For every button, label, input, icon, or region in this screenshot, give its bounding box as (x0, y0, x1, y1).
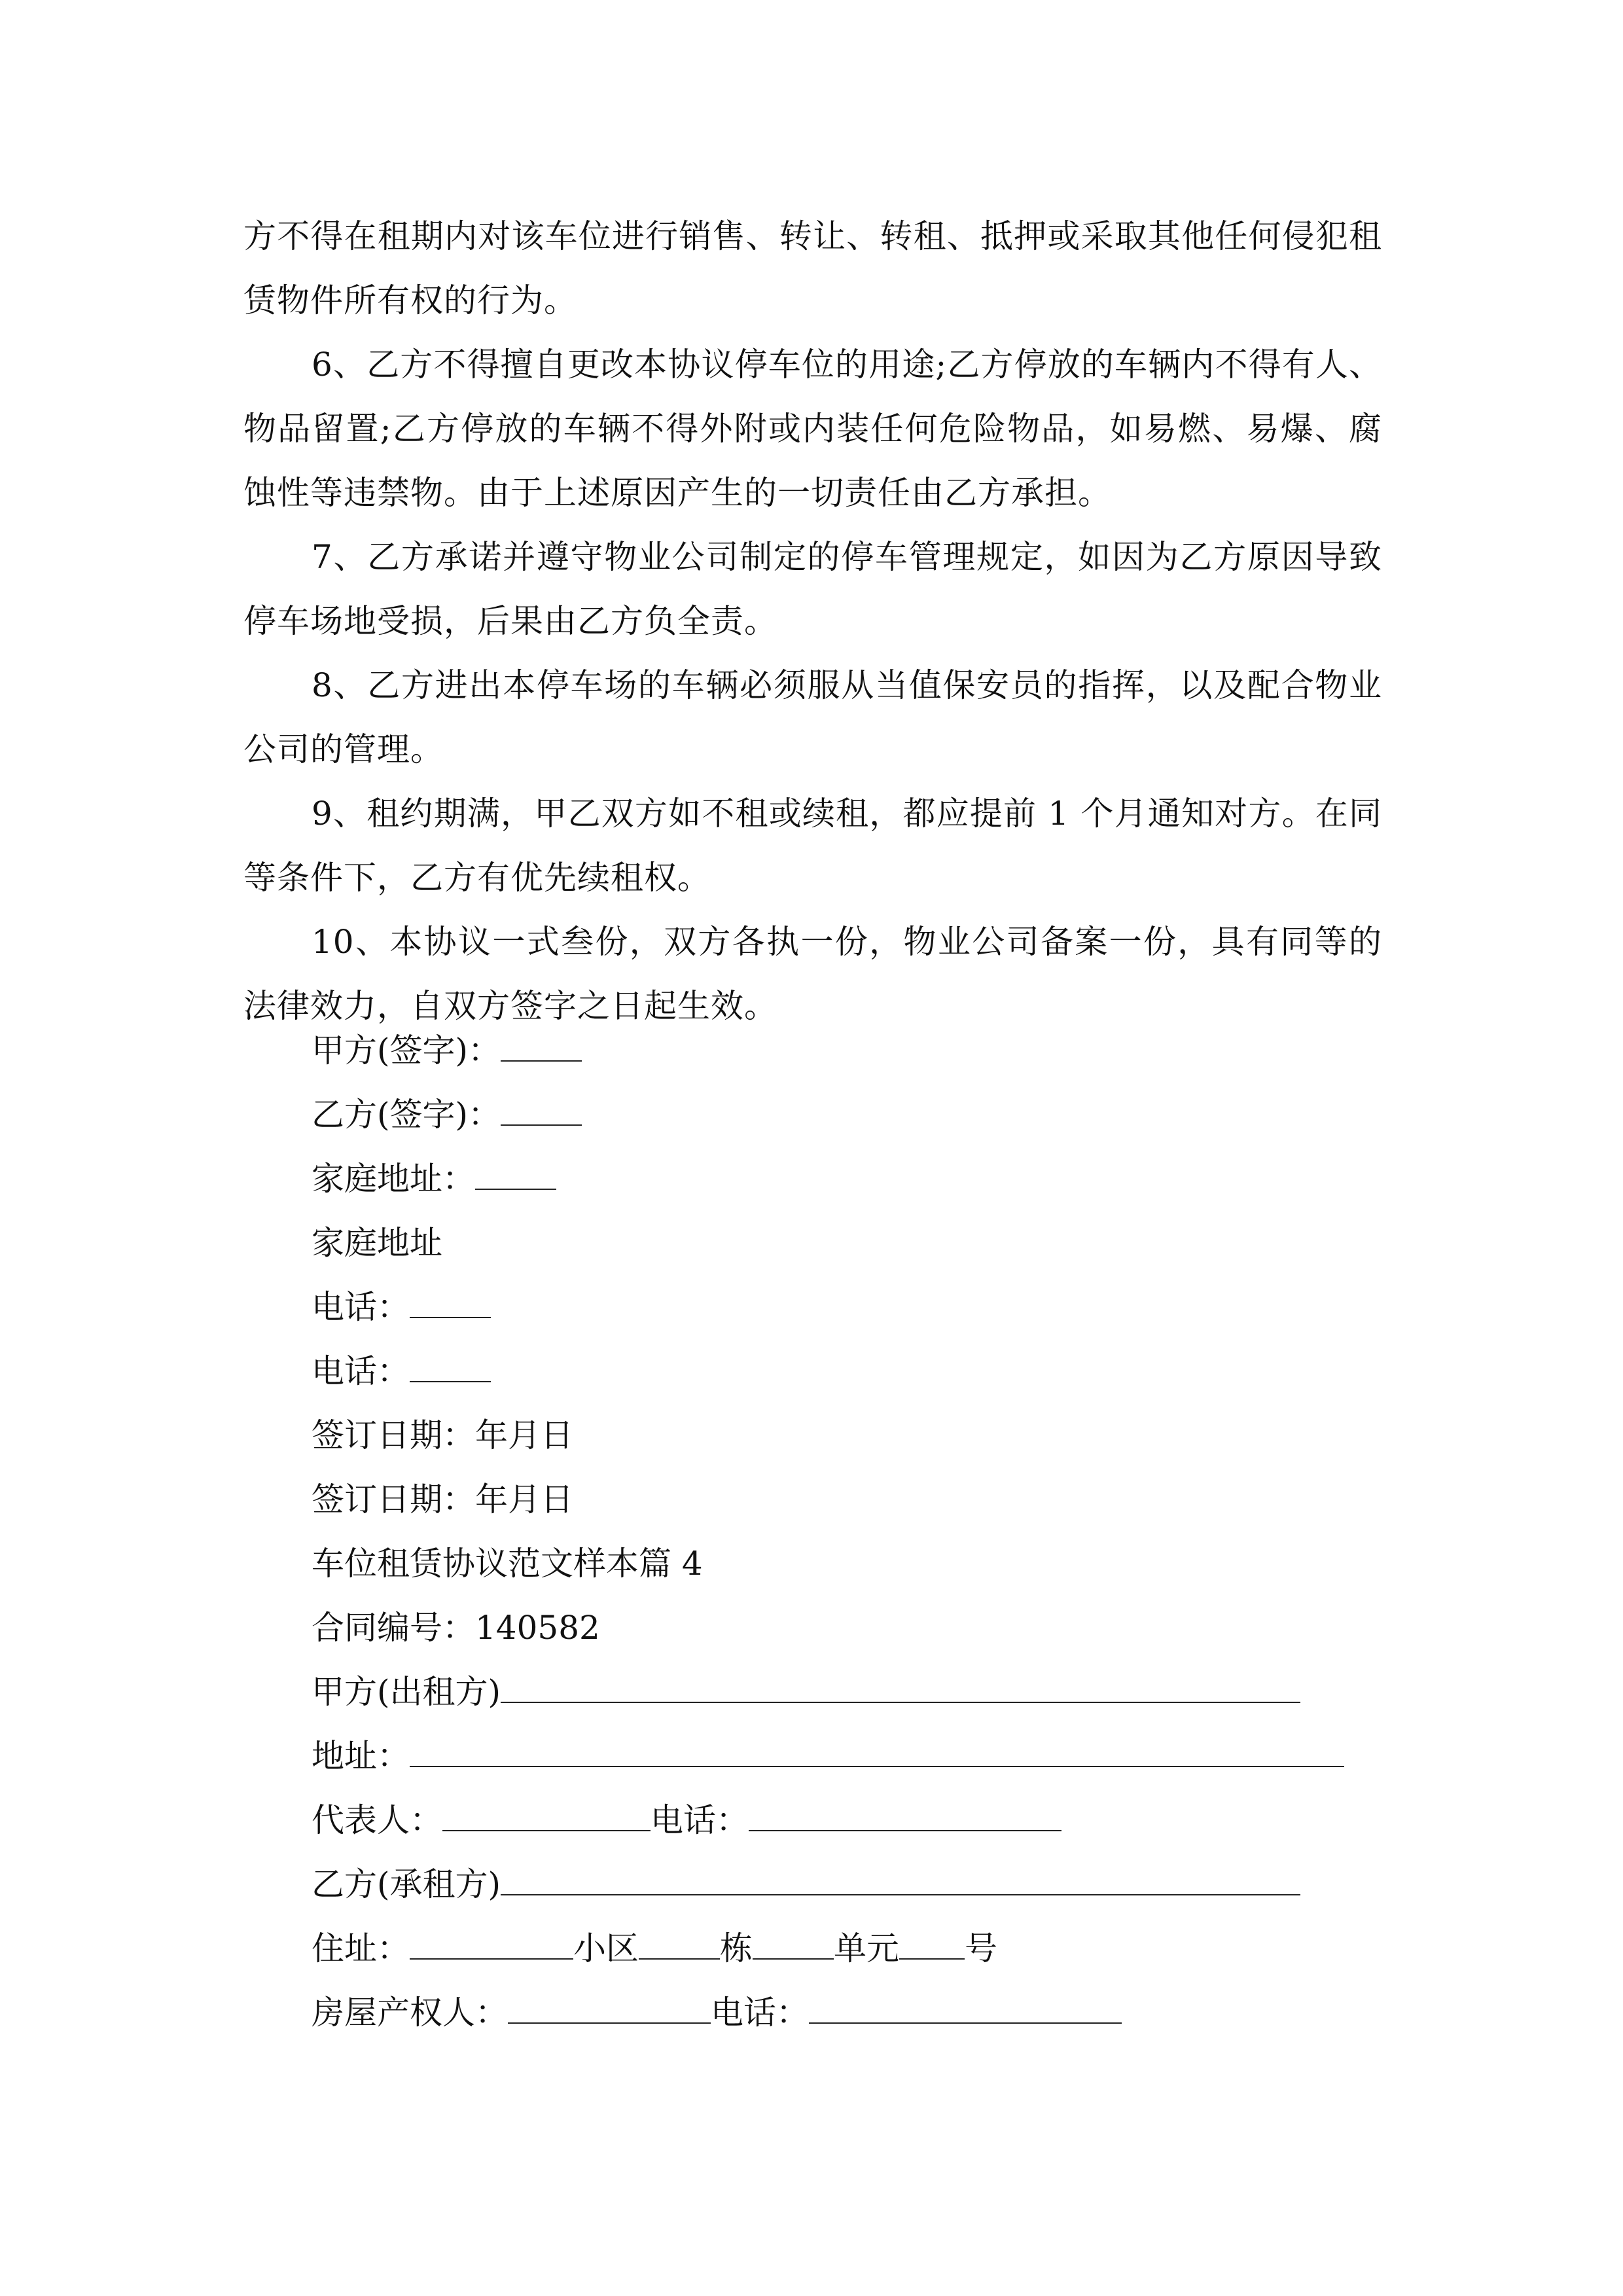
lessee-blank[interactable] (501, 1869, 1300, 1895)
lessor-blank[interactable] (501, 1677, 1300, 1703)
party-a-signature (312, 1031, 582, 1070)
clause-8: 8、乙方进出本停车场的车辆必须服从当值保安员的指挥，以及配合物业公司的管理。 (243, 666, 1382, 768)
representative-blank[interactable] (442, 1805, 651, 1831)
unit-label: 单元 (834, 1929, 899, 1967)
lessee-line (312, 1865, 1300, 1904)
residence-line (312, 1929, 997, 1968)
party-b-label: 乙方(签字)： (312, 1096, 501, 1134)
phone-blank-1[interactable] (410, 1292, 491, 1318)
home-address-label-1: 家庭地址： (312, 1160, 475, 1198)
property-owner-phone-label: 电话： (711, 1994, 809, 2032)
clause-continuation: 方不得在租期内对该车位进行销售、转让、转租、抵押或采取其他任何侵犯租赁物件所有权的行为。 (243, 217, 1382, 319)
phone-line-1 (312, 1287, 491, 1327)
property-owner-phone-blank[interactable] (809, 1998, 1122, 2024)
property-owner-blank[interactable] (508, 1998, 711, 2024)
clause-9: 9、租约期满，甲乙双方如不租或续租，都应提前 1 个月通知对方。在同等条件下，乙方有优先续租权。 (243, 795, 1382, 897)
home-address-blank-1[interactable] (475, 1164, 556, 1190)
representative-line (312, 1801, 1061, 1840)
representative-phone-label: 电话： (651, 1801, 749, 1839)
lessee-label: 乙方(承租方) (312, 1865, 501, 1903)
contract-number: 合同编号：140582 (312, 1609, 600, 1647)
sign-date-2: 签订日期：年月日 (312, 1480, 573, 1518)
address-blank[interactable] (410, 1741, 1344, 1767)
clause-body (243, 204, 1382, 1038)
number-label: 号 (965, 1929, 997, 1967)
phone-label-1: 电话： (312, 1288, 410, 1326)
address-line (312, 1736, 1344, 1776)
sign-date-1: 签订日期：年月日 (312, 1416, 573, 1454)
representative-phone-blank[interactable] (749, 1805, 1061, 1831)
section-title: 车位租赁协议范文样本篇 4 (312, 1545, 703, 1583)
building-blank[interactable] (639, 1933, 720, 1960)
phone-line-2 (312, 1352, 491, 1391)
representative-label: 代表人： (312, 1801, 442, 1839)
home-address-line-2 (312, 1223, 442, 1263)
property-owner-line (312, 1993, 1122, 2032)
sign-date-line-1 (312, 1416, 573, 1455)
party-a-blank[interactable] (501, 1035, 582, 1062)
home-address-label-2: 家庭地址 (312, 1224, 442, 1262)
unit-blank[interactable] (753, 1933, 834, 1960)
property-owner-label: 房屋产权人： (312, 1994, 508, 2032)
address-label: 地址： (312, 1737, 410, 1775)
party-b-blank[interactable] (501, 1100, 582, 1126)
party-a-label: 甲方(签字)： (312, 1031, 501, 1069)
lessor-line (312, 1672, 1300, 1712)
number-blank[interactable] (899, 1933, 965, 1960)
clause-6: 6、乙方不得擅自更改本协议停车位的用途;乙方停放的车辆内不得有人、物品留置;乙方停放的车辆不得外附或内装任何危险物品，如易燃、易爆、腐蚀性等违禁物。由于上述原因产生的一切责任由乙方承担。 (243, 346, 1382, 512)
phone-blank-2[interactable] (410, 1356, 491, 1382)
lessor-label: 甲方(出租方) (312, 1673, 501, 1711)
residence-label: 住址： (312, 1929, 410, 1967)
community-label: 小区 (573, 1929, 639, 1967)
clause-7: 7、乙方承诺并遵守物业公司制定的停车管理规定，如因为乙方原因导致停车场地受损，后果由乙方负全责。 (243, 538, 1382, 640)
community-blank[interactable] (410, 1933, 573, 1960)
sign-date-line-2 (312, 1480, 573, 1519)
home-address-line-1 (312, 1159, 556, 1198)
building-label: 栋 (720, 1929, 753, 1967)
phone-label-2: 电话： (312, 1352, 410, 1390)
clause-10: 10、本协议一式叁份，双方各执一份，物业公司备案一份，具有同等的法律效力，自双方签字之日起生效。 (243, 923, 1382, 1025)
party-b-signature (312, 1095, 582, 1134)
